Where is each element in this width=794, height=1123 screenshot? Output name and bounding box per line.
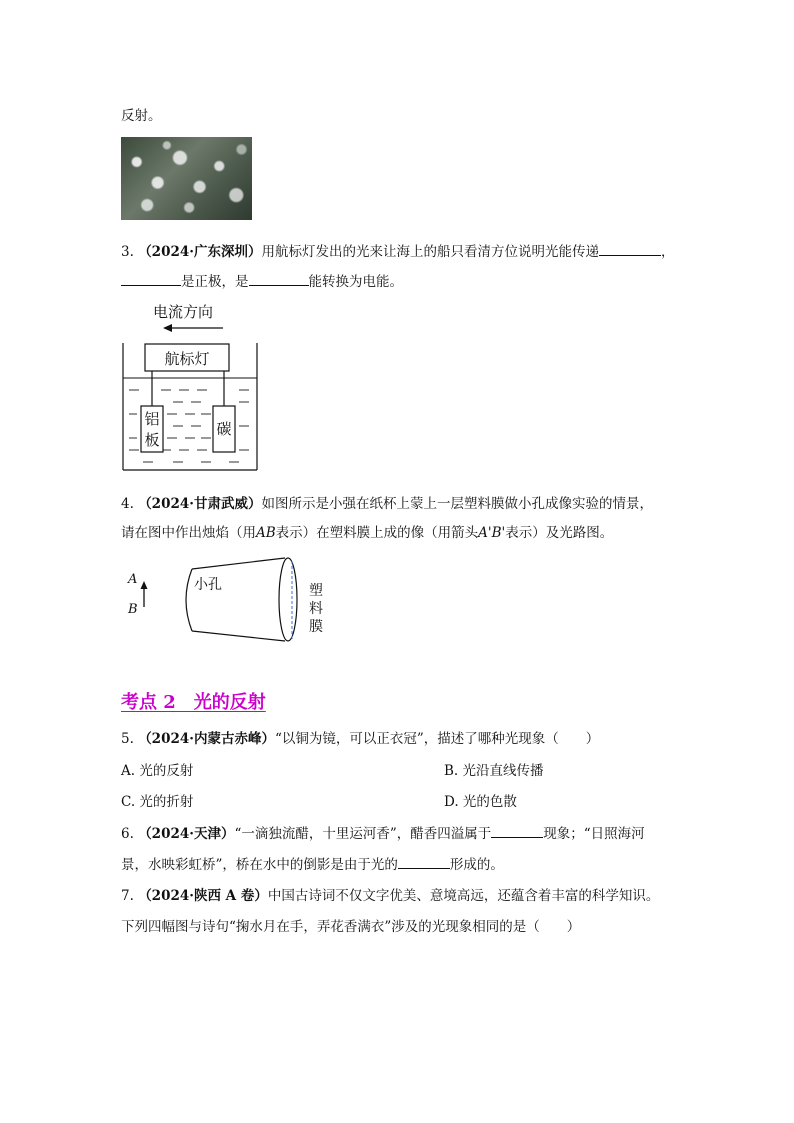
- question-text: 表示）及光路图。: [505, 525, 614, 541]
- answer-blank[interactable]: [121, 271, 181, 286]
- svg-text:铝: 铝: [144, 410, 160, 428]
- math-ab: AB: [256, 525, 276, 541]
- question-7-line2: 下列四幅图与诗句“掬水月在手，弄花香满衣”涉及的光现象相同的是（ ）: [121, 919, 581, 935]
- question-text: 如图所示是小强在纸杯上蒙上一层塑料膜做小孔成像实验的情景，: [261, 496, 653, 512]
- arrow-head-icon: [141, 581, 148, 589]
- option-c[interactable]: C. 光的折射: [121, 794, 194, 810]
- question-4-line2: [121, 521, 613, 541]
- question-text: ，: [660, 244, 675, 260]
- question-text: 是正极，是: [181, 274, 249, 290]
- question-source: （2024·内蒙古赤峰）: [138, 731, 275, 747]
- question-text: 请在图中作出烛焰（用: [121, 525, 256, 541]
- battery-lamp-diagram: [115, 298, 265, 473]
- question-7: [121, 884, 659, 904]
- question-tail-text: 反射。: [121, 108, 162, 124]
- carbon-label: 碳: [216, 420, 232, 438]
- question-text: 能转换为电能。: [308, 274, 403, 290]
- section-heading: 考点 2 光的反射: [121, 692, 266, 713]
- question-source: （2024·天津）: [138, 826, 235, 842]
- question-text: 形成的。: [449, 857, 504, 873]
- point-a-label: A: [128, 572, 138, 587]
- svg-text:膜: 膜: [309, 619, 323, 635]
- question-text: 表示）在塑料膜上成的像（用箭头: [275, 525, 479, 541]
- answer-blank[interactable]: [398, 854, 450, 869]
- question-source: （2024·广东深圳）: [138, 244, 262, 260]
- pinhole-camera-diagram: [120, 555, 340, 645]
- question-text: 中国古诗词不仅文字优美、意境高远，还蕴含着丰富的科学知识。: [267, 888, 660, 904]
- question-number: 3.: [121, 244, 134, 260]
- answer-blank[interactable]: [249, 271, 309, 286]
- question-number: 7.: [121, 888, 134, 904]
- option-b[interactable]: B. 光沿直线传播: [444, 763, 544, 779]
- question-text: “以铜为镜，可以正衣冠”，描述了哪种光现象（ ）: [274, 731, 600, 747]
- svg-text:板: 板: [144, 431, 160, 449]
- question-5: [121, 727, 599, 747]
- question-number: 4.: [121, 496, 134, 512]
- math-a-prime-b-prime: A'B': [478, 525, 506, 541]
- point-b-label: B: [128, 602, 138, 617]
- svg-text:料: 料: [309, 601, 323, 617]
- question-source: （2024·甘肃武威）: [138, 496, 262, 512]
- question-number: 5.: [121, 731, 134, 747]
- current-direction-label: 电流方向: [153, 303, 214, 321]
- lamp-label: 航标灯: [164, 350, 210, 368]
- option-a[interactable]: A. 光的反射: [121, 763, 194, 779]
- svg-text:塑: 塑: [309, 583, 323, 599]
- question-text: 景，水映彩虹桥”，桥在水中的倒影是由于光的: [121, 857, 398, 873]
- question-4: [121, 492, 653, 512]
- question-3-line2: [121, 270, 403, 290]
- cup-opening: [279, 558, 297, 641]
- option-d[interactable]: D. 光的色散: [444, 794, 517, 810]
- question-6: [121, 822, 645, 842]
- answer-blank[interactable]: [599, 241, 661, 256]
- answer-blank[interactable]: [491, 823, 543, 838]
- question-6-line2: [121, 853, 504, 873]
- question-text: 现象；“日照海河: [543, 826, 645, 842]
- question-text: 用航标灯发出的光来让海上的船只看清方位说明光能传递: [261, 244, 599, 260]
- arrow-head-icon: [163, 324, 172, 332]
- question-text: “一滴独流醋，十里运河香”，醋香四溢属于: [234, 826, 492, 842]
- pinhole-label: 小孔: [194, 577, 222, 593]
- question-source: （2024·陕西 A 卷）: [138, 888, 268, 904]
- question-3: [121, 240, 674, 260]
- question-number: 6.: [121, 826, 134, 842]
- dappled-light-photo: [121, 137, 252, 220]
